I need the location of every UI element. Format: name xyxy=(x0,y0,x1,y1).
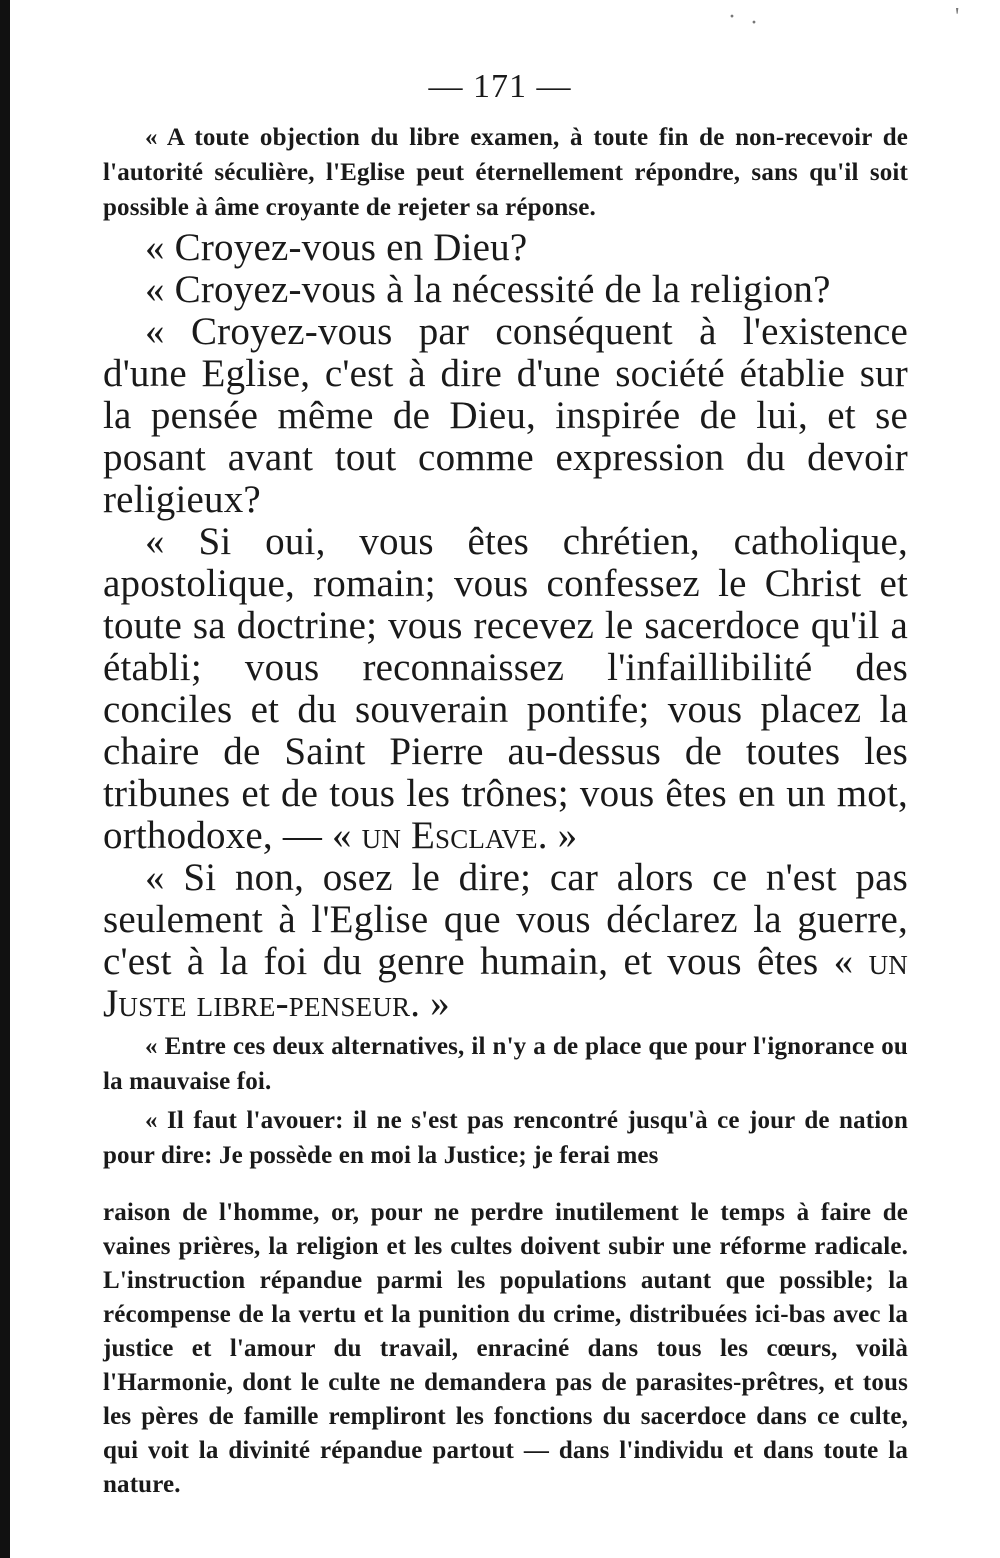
scan-speck: · xyxy=(728,4,736,30)
closing-quote: » xyxy=(547,814,578,857)
paragraph: « A toute objection du libre examen, à toute fin de non-recevoir de l'autorité séculière, l'Eglise peut éternellement répondre, sans qu'il soit possible à âme croyante de rejeter sa réponse. xyxy=(103,124,908,221)
paragraph: « Croyez-vous à la nécessité de la religion? xyxy=(145,268,831,311)
scan-left-edge xyxy=(0,0,10,1558)
footnote-text: raison de l'homme, or, pour ne perdre inutilement le temps à faire de vaines prières, la religion et les cultes doivent subir une réforme radicale. L'instruction répandue parmi les populations autant que possible; la récompense de la vertu et la punition du crime, distribuées ici-bas avec la justice et l'amour du travail, enraciné dans tous les cœurs, voilà l'Harmonie, dont le culte ne demandera pas de parasites-prêtres, et tous les pères de famille rempliront les fonctions du sacerdoce dans ce culte, qui voit la divinité répandue partout — dans l'individu et dans toute la nature. xyxy=(103,1199,908,1498)
paragraph xyxy=(103,857,908,1025)
small-caps-phrase: un Juste libre-penseur. xyxy=(103,940,908,1025)
paragraph-text: « Si non, osez le dire; car alors ce n'est pas seulement à l'Eglise que vous déclarez la guerre, c'est à la foi du genre humain, et vous êtes « xyxy=(103,856,908,983)
small-caps-phrase: un Esclave. xyxy=(361,814,548,857)
upper-text-block xyxy=(103,120,908,1173)
footnote-block xyxy=(103,1196,908,1502)
scan-speck: · xyxy=(750,10,758,36)
paragraph xyxy=(103,521,908,857)
closing-quote: » xyxy=(420,982,450,1025)
paragraph: « Il faut l'avouer: il ne s'est pas rencontré jusqu'à ce jour de nation pour dire: Je possède en moi la Justice; je ferai mes xyxy=(103,1107,908,1169)
paragraph: « Entre ces deux alternatives, il n'y a de place que pour l'ignorance ou la mauvaise foi. xyxy=(103,1033,908,1095)
paragraph: « Croyez-vous par conséquent à l'existence d'une Eglise, c'est à dire d'une société établie sur la pensée même de Dieu, inspirée de lui, et se posant avant tout comme expression du devoir religieux? xyxy=(103,310,908,521)
page-number: — 171 — xyxy=(428,68,572,105)
paragraph: « Croyez-vous en Dieu? xyxy=(145,226,528,269)
paragraph-text: « Si oui, vous êtes chrétien, catholique, apostolique, romain; vous confessez le Christ et toute sa doctrine; vous recevez le sacerdoce qu'il a établi; vous reconnaissez l'infaillibilité des conciles et du souverain pontife; vous placez la chaire de Saint Pierre au-dessus de toutes les tribunes et de tous les trônes; vous êtes en un mot, orthodoxe, — « xyxy=(103,520,908,857)
scan-speck: ' xyxy=(955,4,960,30)
